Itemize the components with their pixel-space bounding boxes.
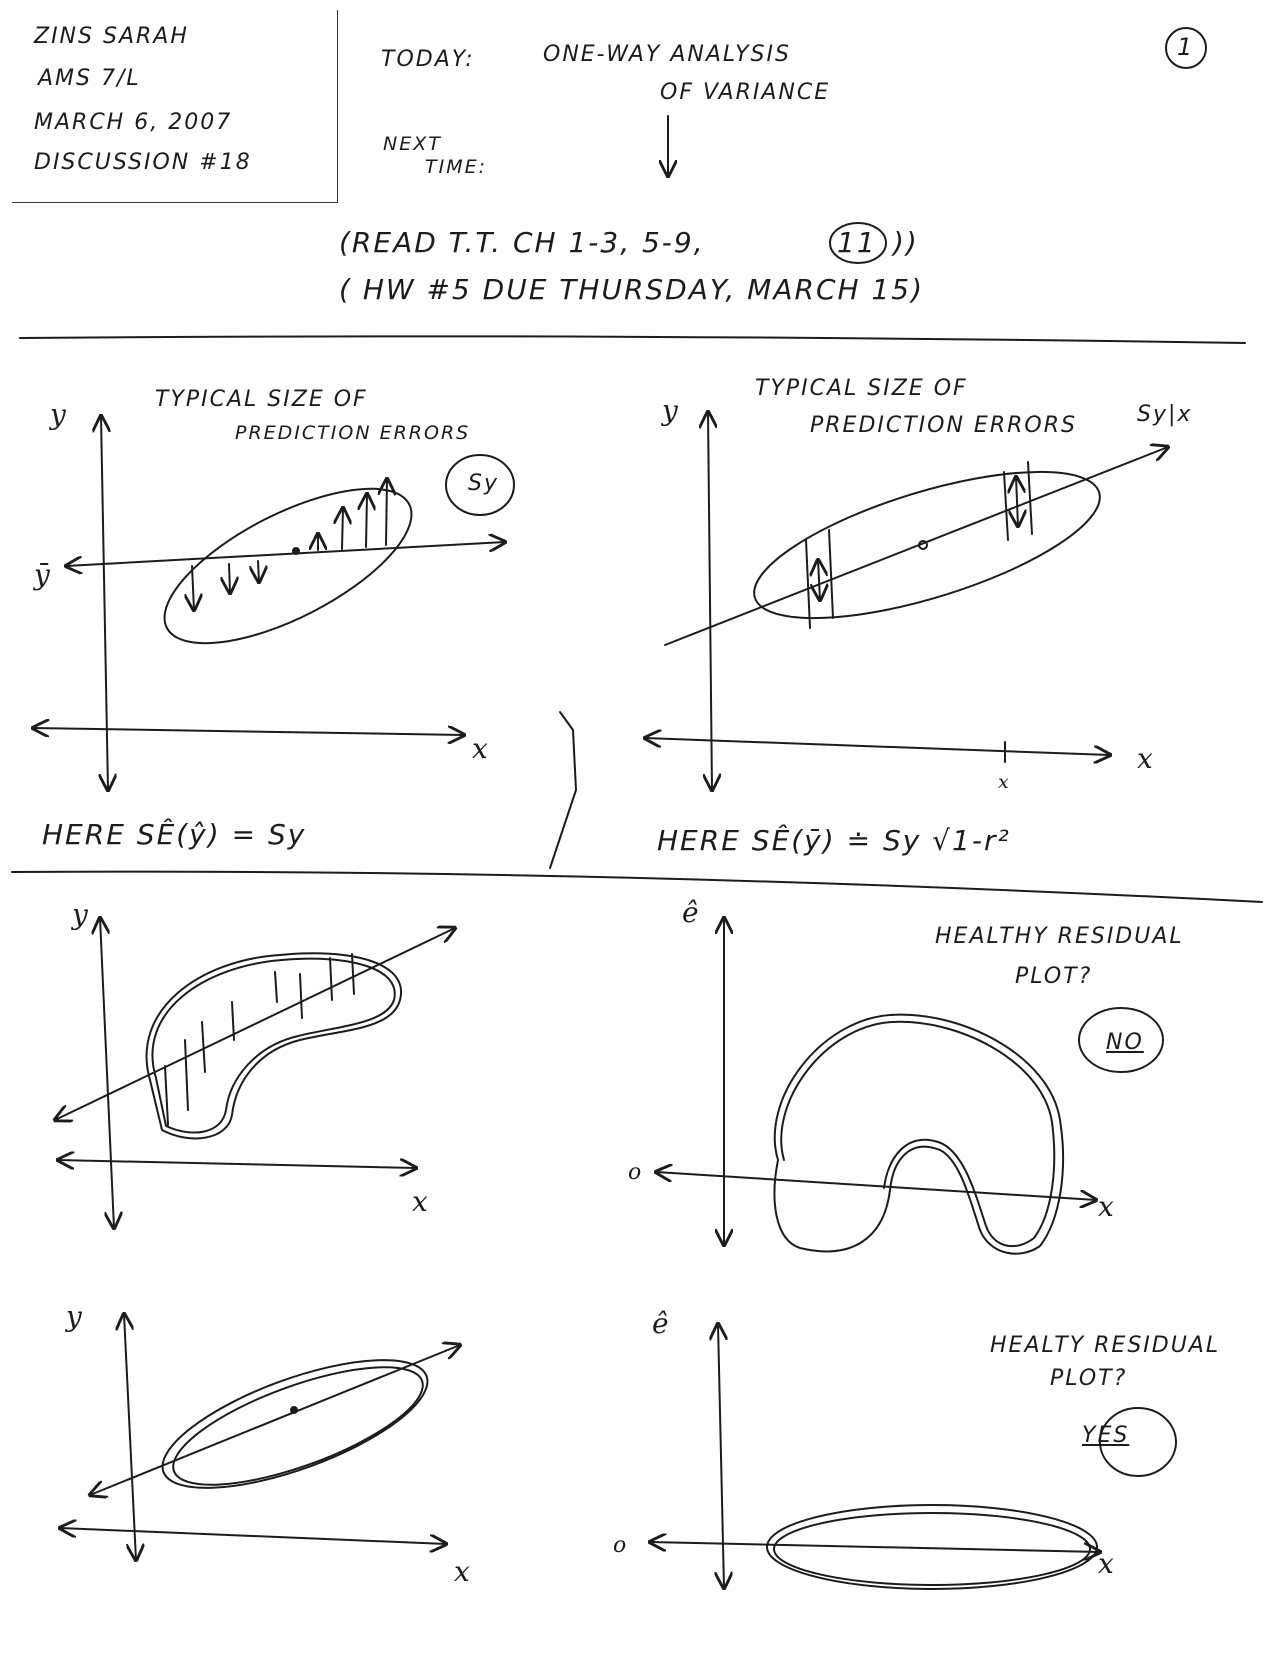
mr-question-line1: HEALTHY RESIDUAL	[935, 924, 1184, 949]
discussion-number: DISCUSSION #18	[34, 150, 252, 175]
student-name: ZINS SARAH	[34, 24, 189, 49]
br-question-line1: HEALTY RESIDUAL	[990, 1333, 1221, 1358]
chapter-11-circle	[830, 223, 886, 263]
bl-y-axis-label: y	[66, 1300, 84, 1333]
reading-circled-chapter: 11	[837, 226, 877, 259]
tr-side-label: Sy|x	[1137, 402, 1193, 427]
bl-scatter-plot	[60, 1314, 460, 1560]
mr-answer-no: NO	[1106, 1030, 1144, 1055]
ml-x-axis-label: x	[412, 1185, 430, 1218]
panel-separator-zigzag	[550, 712, 576, 868]
tr-x-axis-label: x	[1137, 742, 1155, 775]
br-answer-yes: YES	[1082, 1423, 1130, 1448]
mr-y-axis-label: ê	[682, 896, 701, 929]
tr-scatter-plot	[645, 412, 1168, 790]
today-label: TODAY:	[381, 47, 475, 72]
next-time-label-2: TIME:	[425, 156, 488, 178]
course-code: AMS 7/L	[38, 66, 141, 91]
tr-title-line2: PREDICTION ERRORS	[810, 413, 1077, 438]
tl-ybar-label: ȳ	[34, 558, 52, 591]
page-number-circle	[1166, 28, 1206, 68]
divider-middle	[12, 872, 1262, 902]
today-topic-line1: ONE-WAY ANALYSIS	[543, 42, 791, 67]
tl-y-axis-label: y	[50, 398, 68, 431]
tl-caption: HERE SÊ(ŷ) = Sy	[42, 818, 307, 851]
ml-scatter-plot	[55, 918, 455, 1228]
tl-title-line2: PREDICTION ERRORS	[235, 422, 471, 444]
date: MARCH 6, 2007	[34, 110, 233, 135]
ml-y-axis-label: y	[72, 898, 90, 931]
mr-question-line2: PLOT?	[1015, 964, 1093, 989]
tr-caption: HERE SÊ(ȳ) ≐ Sy √1-r²	[657, 824, 1011, 857]
mr-residual-plot	[656, 918, 1163, 1254]
next-time-label-1: NEXT	[383, 133, 442, 155]
today-topic-line2: OF VARIANCE	[660, 80, 831, 105]
divider-top	[20, 336, 1245, 343]
tl-circled-sy: Sy	[468, 471, 499, 496]
tr-y-axis-label: y	[662, 394, 680, 427]
tr-x-tick-label: x	[998, 771, 1011, 793]
tl-x-axis-label: x	[472, 732, 490, 765]
page-number: 1	[1177, 33, 1195, 61]
br-x-axis-label: x	[1098, 1547, 1116, 1580]
mr-zero-label: o	[628, 1160, 644, 1185]
br-residual-plot	[650, 1324, 1176, 1589]
bl-x-axis-label: x	[454, 1555, 472, 1588]
reading-assignment: (READ T.T. CH 1-3, 5-9,	[339, 226, 705, 259]
tl-title-line1: TYPICAL SIZE OF	[155, 387, 368, 412]
br-question-line2: PLOT?	[1050, 1366, 1128, 1391]
tl-scatter-plot	[33, 416, 514, 790]
br-zero-label: o	[613, 1533, 629, 1558]
br-y-axis-label: ê	[652, 1307, 671, 1340]
reading-close: ))	[893, 226, 919, 259]
tr-title-line1: TYPICAL SIZE OF	[755, 376, 968, 401]
mr-x-axis-label: x	[1098, 1190, 1116, 1223]
homework-due: ( HW #5 DUE THURSDAY, MARCH 15)	[339, 273, 925, 306]
